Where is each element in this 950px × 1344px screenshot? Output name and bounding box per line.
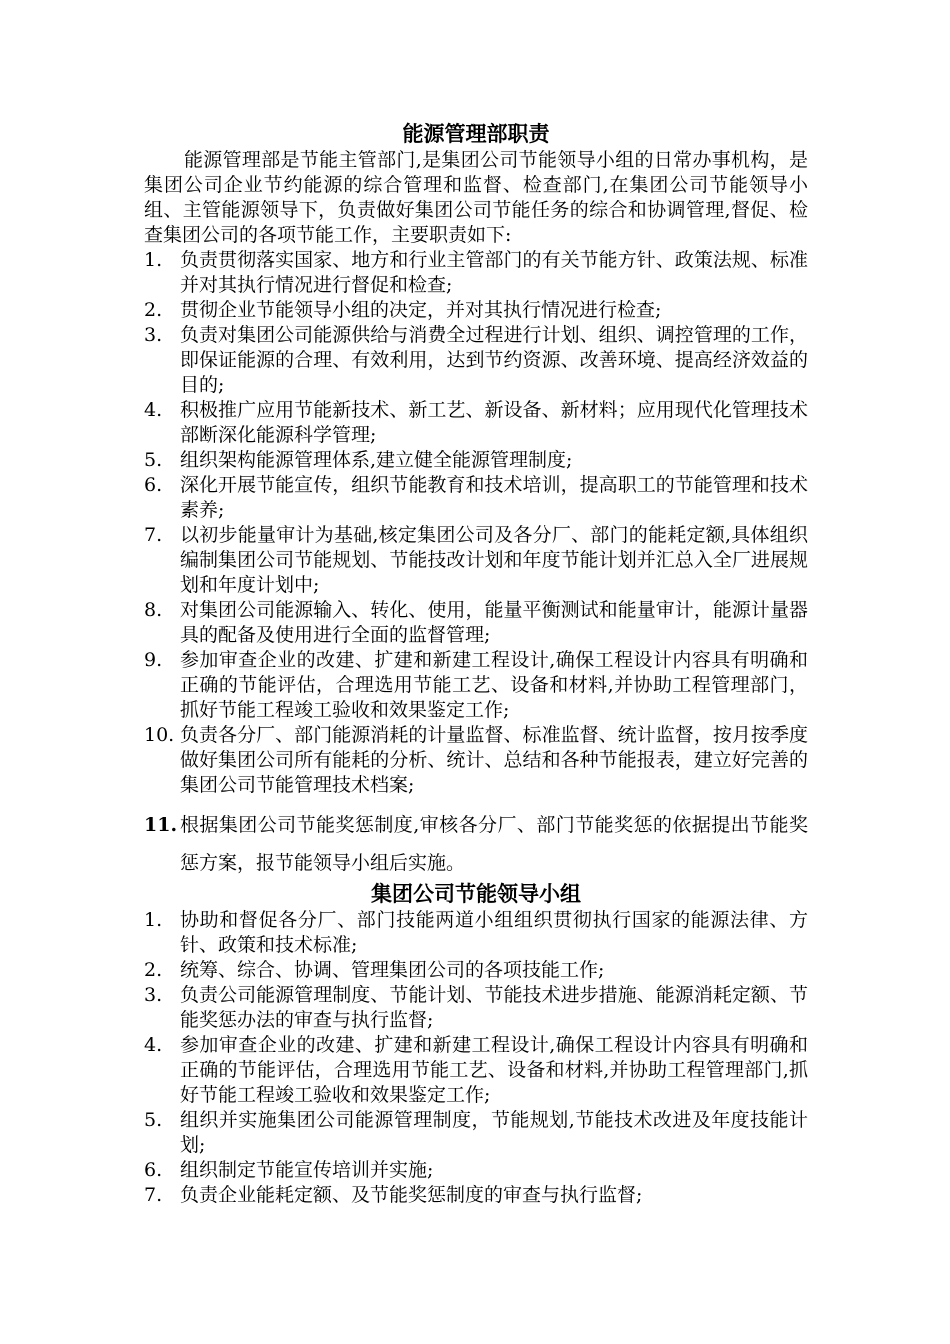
section-title-leadership-group: 集团公司节能领导小组	[371, 881, 581, 906]
list-item	[144, 958, 808, 983]
item-number: 5.	[144, 449, 163, 471]
item-text: 组织并实施集团公司能源管理制度，节能规划,节能技术改进及年度技能计划;	[180, 1109, 808, 1156]
item-text: 负责各分厂、部门能源消耗的计量监督、标准监督、统计监督，按月按季度做好集团公司所有能耗的分析、统计、总结和各种节能报表，建立好完善的集团公司节能管理技术档案;	[180, 724, 808, 796]
item-text: 负责对集团公司能源供给与消费全过程进行计划、组织、调控管理的工作，即保证能源的合理、有效利用，达到节约资源、改善环境、提高经济效益的目的;	[180, 324, 808, 396]
item-text: 以初步能量审计为基础,核定集团公司及各分厂、部门的能耗定额,具体组织编制集团公司节能规划、节能技改计划和年度节能计划并汇总入全厂进展规划和年度计划中;	[180, 524, 808, 596]
item-text: 负责公司能源管理制度、节能计划、节能技术进步措施、能源消耗定额、节能奖惩办法的审查与执行监督;	[180, 984, 808, 1031]
item-number: 8.	[144, 599, 163, 621]
item-text: 组织制定节能宣传培训并实施;	[180, 1159, 434, 1181]
document-body	[144, 120, 808, 1208]
list-item	[144, 523, 808, 598]
list-item	[144, 1108, 808, 1158]
item-text: 积极推广应用节能新技术、新工艺、新设备、新材料；应用现代化管理技术部断深化能源科学管理;	[180, 399, 808, 446]
item-number: 7.	[144, 524, 163, 546]
list-item	[144, 723, 808, 798]
list-item	[144, 908, 808, 958]
energy-dept-duties-list	[144, 248, 808, 882]
list-item	[144, 598, 808, 648]
item-text: 参加审查企业的改建、扩建和新建工程设计,确保工程设计内容具有明确和正确的节能评估，合理选用节能工艺、设备和材料,并协助工程管理部门,抓好节能工程竣工验收和效果鉴定工作;	[180, 1034, 808, 1106]
item-text: 对集团公司能源输入、转化、使用，能量平衡测试和能量审计，能源计量器具的配备及使用进行全面的监督管理;	[180, 599, 808, 646]
section-title-energy-dept: 能源管理部职责	[402, 121, 550, 146]
item-text: 贯彻企业节能领导小组的决定，并对其执行情况进行检查;	[180, 299, 662, 321]
list-item	[144, 448, 808, 473]
item-number: 2.	[144, 959, 163, 981]
item-text: 负责贯彻落实国家、地方和行业主管部门的有关节能方针、政策法规、标准并对其执行情况进行督促和检查;	[180, 249, 808, 296]
list-item	[144, 1183, 808, 1208]
item-number: 6.	[144, 1159, 163, 1181]
list-item-11	[144, 806, 808, 882]
list-item	[144, 398, 808, 448]
item-number: 5.	[144, 1109, 163, 1131]
list-item	[144, 298, 808, 323]
item-text: 负责企业能耗定额、及节能奖惩制度的审查与执行监督;	[180, 1184, 643, 1206]
item-number: 3.	[144, 324, 163, 346]
list-item	[144, 248, 808, 298]
item-number: 10.	[144, 724, 175, 746]
item-text: 参加审查企业的改建、扩建和新建工程设计,确保工程设计内容具有明确和正确的节能评估，合理选用节能工艺、设备和材料,并协助工程管理部门，抓好节能工程竣工验收和效果鉴定工作;	[180, 649, 808, 721]
item-number: 6.	[144, 474, 163, 496]
item-number: 1.	[144, 909, 163, 931]
item-text: 统筹、综合、协调、管理集团公司的各项技能工作;	[180, 959, 605, 981]
list-item	[144, 983, 808, 1033]
item-number: 1.	[144, 249, 163, 271]
item-text: 深化开展节能宣传，组织节能教育和技术培训，提高职工的节能管理和技术素养;	[180, 474, 808, 521]
item-number: 3.	[144, 984, 163, 1006]
list-item	[144, 1033, 808, 1108]
item-number: 4.	[144, 399, 163, 421]
list-item	[144, 473, 808, 523]
intro-paragraph: 能源管理部是节能主管部门,是集团公司节能领导小组的日常办事机构，是集团公司企业节约能源的综合管理和监督、检查部门,在集团公司节能领导小组、主管能源领导下，负责做好集团公司节能任务的综合和协调管理,督促、检查集团公司的各项节能工作，主要职责如下:	[144, 149, 808, 246]
item-number: 4.	[144, 1034, 163, 1056]
list-item	[144, 648, 808, 723]
item-number: 9.	[144, 649, 163, 671]
item-text: 组织架构能源管理体系,建立健全能源管理制度;	[180, 449, 573, 471]
leadership-group-duties-list	[144, 908, 808, 1208]
list-item	[144, 1158, 808, 1183]
item-number: 11.	[144, 814, 178, 836]
item-number: 7.	[144, 1184, 163, 1206]
item-text: 根据集团公司节能奖惩制度,审核各分厂、部门节能奖惩的依据提出节能奖惩方案，报节能领导小组后实施。	[180, 814, 808, 874]
item-number: 2.	[144, 299, 163, 321]
item-text: 协助和督促各分厂、部门技能两道小组组织贯彻执行国家的能源法律、方针、政策和技术标准;	[180, 909, 808, 956]
list-item	[144, 323, 808, 398]
